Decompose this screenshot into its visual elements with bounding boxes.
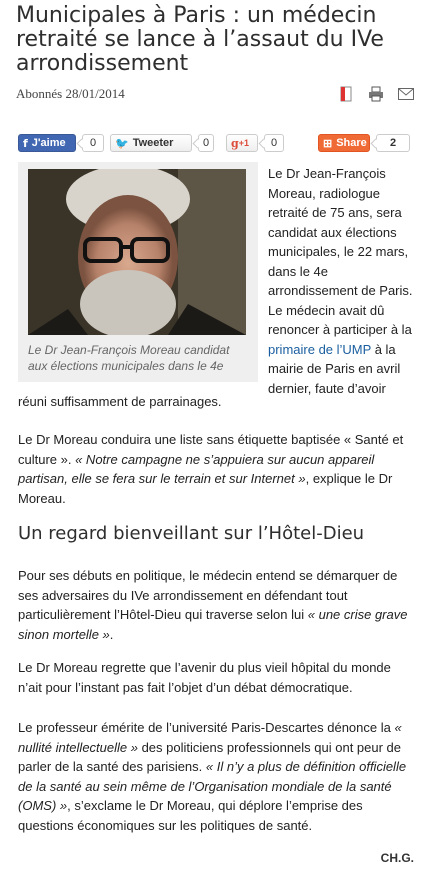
- mail-icon[interactable]: [398, 86, 414, 102]
- p4-text-a: Le professeur émérite de l’université Paris-Descartes dénonce la: [18, 720, 395, 735]
- article-meta: Abonnés 28/01/2014: [16, 86, 125, 101]
- p2-text-c: .: [109, 626, 114, 642]
- article-tools: [338, 86, 414, 102]
- tweet-count: 0: [198, 134, 214, 152]
- print-icon[interactable]: [368, 86, 384, 102]
- p2-text-a: Pour ses débuts en politique, le médecin entend se démarquer de ses adversaires du IVe arrondissement en défendant tout particulièrement l’Hôtel-Dieu qui traverse selon lui: [18, 568, 398, 622]
- paragraph-1: [18, 430, 418, 508]
- p2-quote: « une crise grave sinon mortelle »: [18, 607, 408, 642]
- gplus-button[interactable]: [226, 134, 258, 152]
- figure-caption: Le Dr Jean-François Moreau candidat aux élections municipales dans le 4e: [28, 343, 230, 373]
- p4-quote-2: « Il n’y a plus de définition officielle de la santé au sein même de l’Organisation mondiale de la santé (OMS) »: [18, 759, 407, 813]
- article-title: Municipales à Paris : un médecin retraité se lance à l’assaut du IVe arrondissement: [16, 3, 384, 76]
- p4-text-e: , s’exclame le Dr Moreau, qui déplore l’emprise des questions économiques sur les politiques de santé.: [18, 798, 363, 833]
- tweet-label: Tweeter: [132, 137, 174, 149]
- share-button[interactable]: [318, 134, 370, 152]
- p4-quote-1: « nullité intellectuelle »: [18, 720, 402, 755]
- p1-text-c: , explique le Dr Moreau.: [18, 471, 393, 506]
- gplus-count: 0: [264, 134, 284, 152]
- gplus-icon: g: [231, 136, 239, 150]
- intro-text: [268, 164, 418, 398]
- paragraph-2: [18, 566, 418, 644]
- p1-text-a: Le Dr Moreau conduira une liste sans étiquette baptisée « Santé et culture ».: [18, 432, 404, 467]
- facebook-count: 0: [82, 134, 104, 152]
- p1-quote: « Notre campagne ne s’appuiera sur aucun appareil partisan, elle se fera sur le terrain et sur Internet »: [18, 451, 375, 486]
- intro-continuation: réuni suffisamment de parrainages.: [18, 394, 222, 409]
- share-label: Share: [336, 137, 367, 149]
- p4-text-c: des politiciens professionnels qui ont peur de parler de la santé des parisiens.: [18, 739, 402, 774]
- primaire-ump-link[interactable]: primaire de l’UMP: [268, 341, 372, 357]
- article-figure: [18, 162, 258, 382]
- paragraph-3: Le Dr Moreau regrette que l’avenir du plus vieil hôpital du monde n’ait pour l’instant pas fait l’objet d’un débat démocratique.: [18, 660, 391, 695]
- facebook-like-button[interactable]: [18, 134, 76, 152]
- section-subtitle: Un regard bienveillant sur l’Hôtel-Dieu: [18, 523, 365, 544]
- tweet-button[interactable]: [110, 134, 192, 152]
- intro-part1: Le Dr Jean-François Moreau, radiologue retraité de 75 ans, sera candidat aux élections municipales, le 22 mars, dans le 4e arrondissement de Paris. Le médecin avait dû renoncer à participer à la: [268, 166, 413, 337]
- share-bar: [18, 134, 412, 154]
- facebook-like-label: J'aime: [31, 137, 66, 149]
- gplus-label: +1: [238, 138, 249, 148]
- share-icon: ⊞: [323, 137, 333, 150]
- facebook-icon: f: [23, 136, 28, 150]
- portrait-photo: [28, 169, 246, 335]
- twitter-icon: 🐦: [115, 137, 129, 150]
- intro-part2: à la mairie de Paris en avril dernier, faute d’avoir: [268, 341, 401, 396]
- share-count: 2: [376, 134, 410, 152]
- author-signature: CH.G.: [380, 851, 414, 865]
- bookmark-icon[interactable]: [338, 86, 354, 102]
- paragraph-4: [18, 718, 418, 835]
